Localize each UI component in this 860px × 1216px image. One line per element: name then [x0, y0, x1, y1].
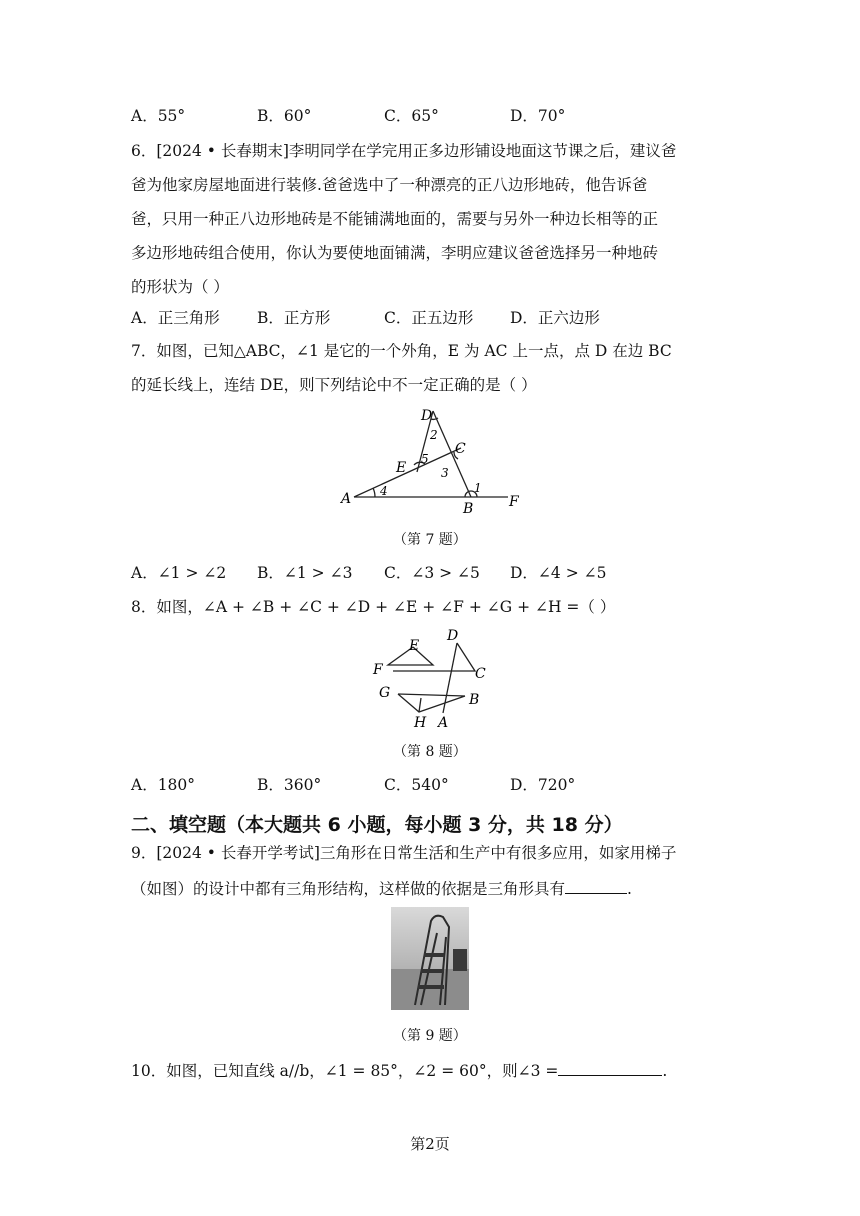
q10-line-text: 10．如图，已知直线 a//b，∠1 = 85°，∠2 = 60°，则∠3 = [131, 1062, 559, 1080]
q7-angle-3: 3 [441, 466, 449, 480]
q6-option-a: A．正三角形 [131, 309, 220, 327]
q6-option-b: B．正方形 [257, 309, 331, 327]
q7-angle-4: 4 [380, 484, 388, 498]
q8-label-e: E [409, 638, 420, 654]
q7-angle-2: 2 [430, 428, 438, 442]
q6-line-3: 爸，只用一种正八边形地砖是不能铺满地面的，需要与另外一种边长相等的正 [131, 210, 659, 228]
q5-option-b: B．60° [257, 107, 312, 125]
q10-line [131, 1059, 667, 1081]
q8-label-h: H [414, 715, 427, 731]
q6-line-4: 多边形地砖组合使用，你认为要使地面铺满，李明应建议爸爸选择另一种地砖 [131, 244, 659, 262]
page-footer: 第2页 [410, 1135, 450, 1153]
ladder-photo [391, 907, 469, 1010]
q8-label-g: G [379, 685, 391, 701]
q8-label-a: A [438, 715, 449, 731]
q7-label-b: B [463, 501, 474, 517]
q7-option-b: B．∠1 > ∠3 [257, 564, 353, 582]
q7-angle-1: 1 [474, 481, 482, 495]
q7-angle-5: 5 [421, 452, 429, 466]
q6-line-5: 的形状为（ ） [131, 278, 229, 296]
q7-line-1: 7．如图，已知△ABC，∠1 是它的一个外角，E 为 AC 上一点，点 D 在边 BC [131, 342, 672, 360]
q7-option-c: C．∠3 > ∠5 [384, 564, 480, 582]
q7-label-d: D [421, 408, 433, 424]
q8-label-b: B [469, 692, 480, 708]
q9-line-2-text: （如图）的设计中都有三角形结构，这样做的依据是三角形具有 [131, 880, 566, 898]
q7-label-f: F [509, 494, 519, 510]
q8-label-c: C [475, 666, 486, 682]
q10-line-end: . [662, 1062, 668, 1080]
q7-label-e: E [396, 460, 407, 476]
q8-option-a: A．180° [131, 776, 196, 794]
q7-label-a: A [341, 491, 352, 507]
q6-line-1: 6．[2024 • 长春期末]李明同学在学完用正多边形铺设地面这节课之后，建议爸 [131, 142, 677, 160]
q8-option-c: C．540° [384, 776, 449, 794]
q5-option-a: A．55° [131, 107, 186, 125]
q8-option-b: B．360° [257, 776, 322, 794]
q7-option-d: D．∠4 > ∠5 [510, 564, 607, 582]
q5-option-d: D．70° [510, 107, 566, 125]
q8-option-d: D．720° [510, 776, 576, 794]
q9-line-2-end: . [627, 880, 632, 898]
q5-option-c: C．65° [384, 107, 439, 125]
q8-figure [365, 625, 495, 735]
q7-option-a: A．∠1 > ∠2 [131, 564, 227, 582]
q9-caption: （第 9 题） [393, 1028, 467, 1044]
q9-line-2 [131, 877, 632, 899]
q8-line: 8．如图，∠A + ∠B + ∠C + ∠D + ∠E + ∠F + ∠G + ∠H =（ ） [131, 598, 616, 616]
q6-line-2: 爸为他家房屋地面进行装修.爸爸选中了一种漂亮的正八边形地砖，他告诉爸 [131, 176, 648, 194]
q9-line-1: 9．[2024 • 长春开学考试]三角形在日常生活和生产中有很多应用，如家用梯子 [131, 844, 677, 862]
q8-caption: （第 8 题） [393, 744, 467, 760]
q7-caption: （第 7 题） [393, 532, 467, 548]
q9-answer-blank[interactable] [565, 877, 627, 894]
q8-label-d: D [447, 628, 459, 644]
q8-label-f: F [373, 662, 383, 678]
q6-option-d: D．正六边形 [510, 309, 600, 327]
q10-answer-blank[interactable] [558, 1059, 662, 1076]
section-2-title: 二、填空题（本大题共 6 小题，每小题 3 分，共 18 分） [131, 814, 623, 836]
q6-option-c: C．正五边形 [384, 309, 474, 327]
q7-figure [330, 402, 530, 517]
q7-line-2: 的延长线上，连结 DE，则下列结论中不一定正确的是（ ） [131, 376, 537, 394]
q7-label-c: C [455, 441, 466, 457]
